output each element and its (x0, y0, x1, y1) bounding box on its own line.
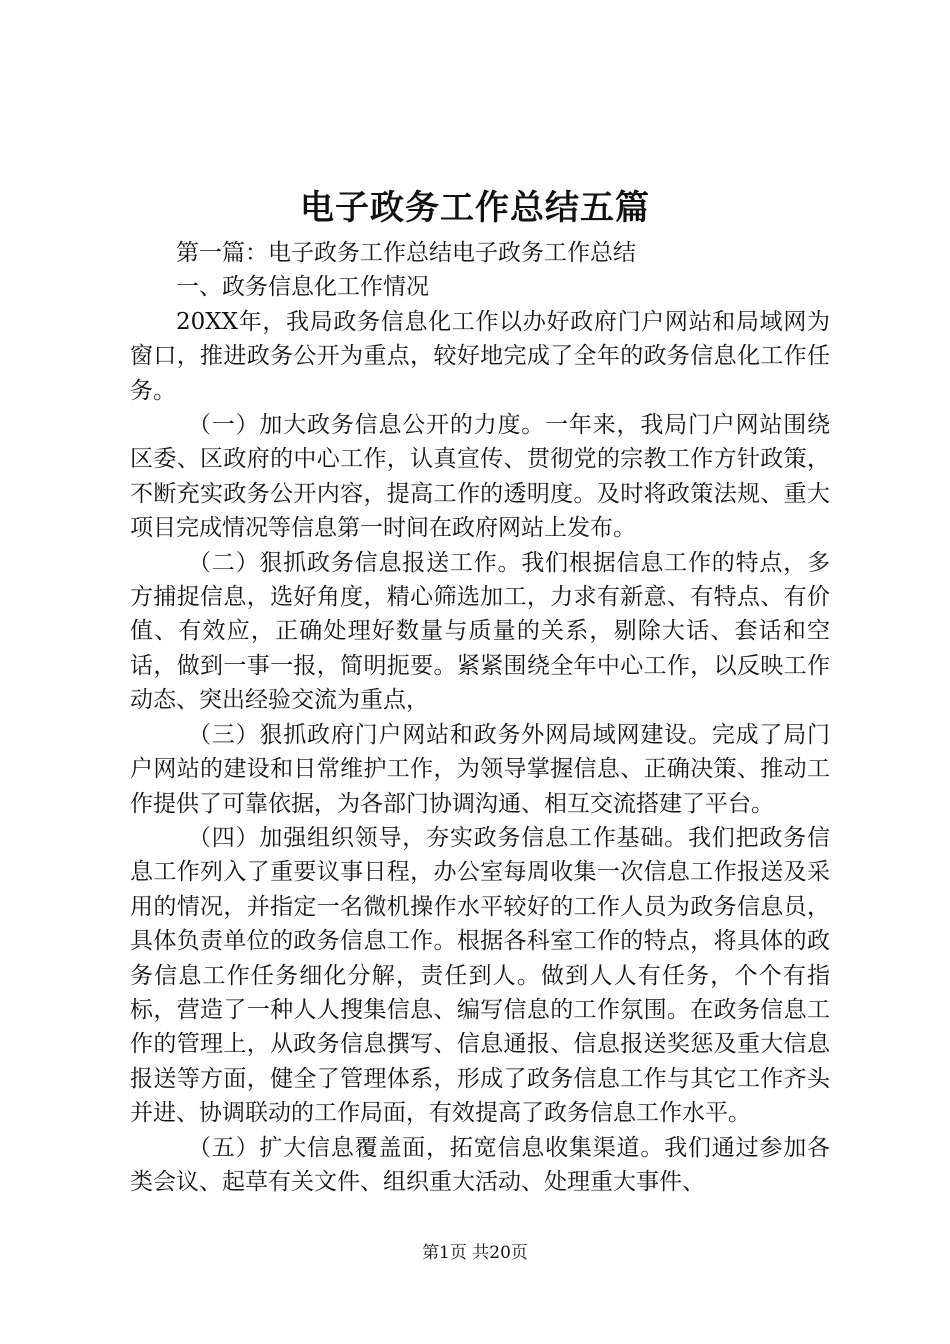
paragraph-section-heading: 一、政务信息化工作情况 (176, 274, 429, 301)
page-number-footer: 第1页 共20页 (422, 1243, 528, 1263)
document-body (130, 236, 830, 1199)
document-title: 电子政务工作总结五篇 (300, 188, 650, 228)
paragraph-item-3: （三）狠抓政府门户网站和政务外网局域网建设。完成了局门户网站的建设和日常维护工作，为领导掌握信息、正确决策、推动工作提供了可靠依据，为各部门协调沟通、相互交流搭建了平台。 (130, 721, 830, 817)
paragraph-item-1: （一）加大政务信息公开的力度。一年来，我局门户网站围绕区委、区政府的中心工作，认真宣传、贯彻党的宗教工作方针政策，不断充实政务公开内容，提高工作的透明度。及时将政策法规、重大项目完成情况等信息第一时间在政府网站上发布。 (130, 412, 830, 542)
paragraph-item-2: （二）狠抓政务信息报送工作。我们根据信息工作的特点，多方捕捉信息，选好角度，精心筛选加工，力求有新意、有特点、有价值、有效应，正确处理好数量与质量的关系，剔除大话、套话和空话，做到一事一报，简明扼要。紧紧围绕全年中心工作，以反映工作动态、突出经验交流为重点， (130, 549, 830, 714)
paragraph-item-5: （五）扩大信息覆盖面，拓宽信息收集渠道。我们通过参加各类会议、起草有关文件、组织重大活动、处理重大事件、 (130, 1134, 830, 1195)
paragraph-intro: 20XX年，我局政务信息化工作以办好政府门户网站和局域网为窗口，推进政务公开为重点，较好地完成了全年的政务信息化工作任务。 (130, 308, 830, 404)
paragraph-chapter-heading: 第一篇：电子政务工作总结电子政务工作总结 (176, 240, 636, 266)
paragraph-item-4: （四）加强组织领导，夯实政务信息工作基础。我们把政务信息工作列入了重要议事日程，办公室每周收集一次信息工作报送及采用的情况，并指定一名微机操作水平较好的工作人员为政务信息员，具体负责单位的政务信息工作。根据各科室工作的特点，将具体的政务信息工作任务细化分解，责任到人。做到人人有任务，个个有指标，营造了一种人人搜集信息、编写信息的工作氛围。在政务信息工作的管理上，从政务信息撰写、信息通报、信息报送奖惩及重大信息报送等方面，健全了管理体系，形成了政务信息工作与其它工作齐头并进、协调联动的工作局面，有效提高了政务信息工作水平。 (130, 824, 830, 1127)
